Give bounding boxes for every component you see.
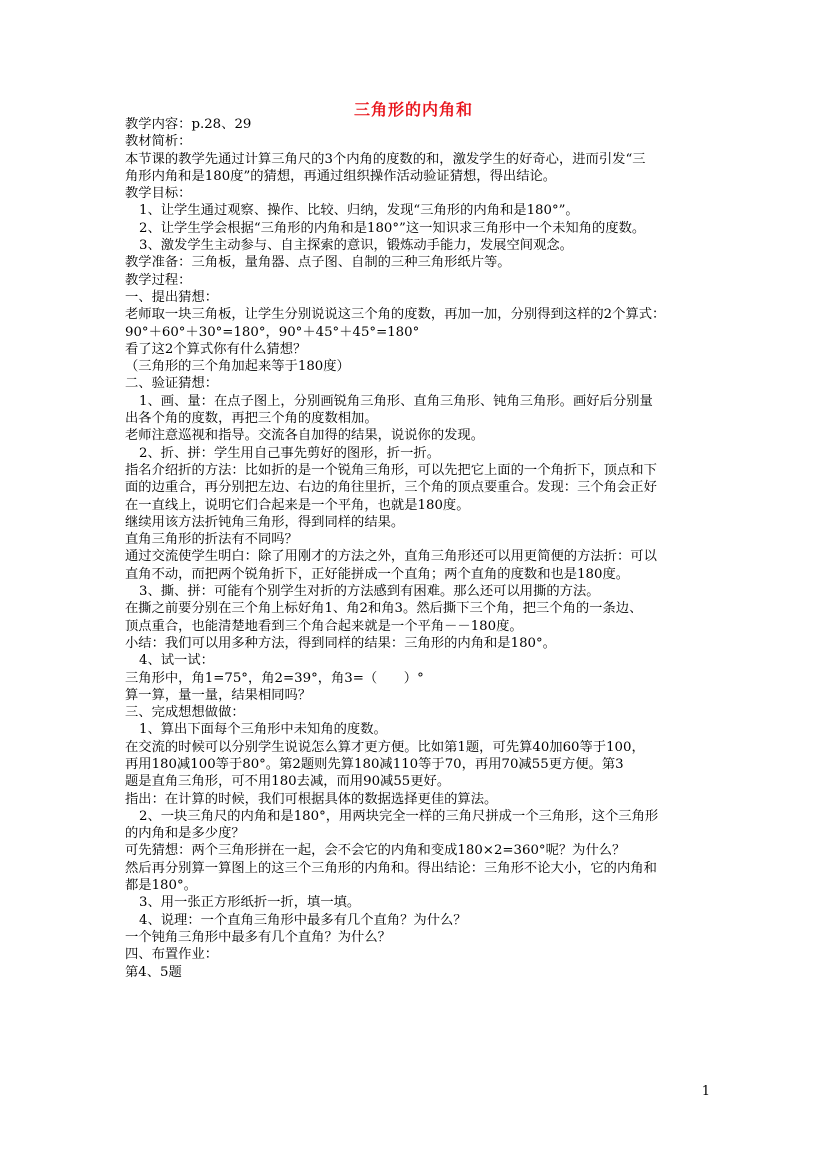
body-line: 1、画、量：在点子图上，分别画锐角三角形、直角三角形、钝角三角形。画好后分别量 xyxy=(139,393,653,409)
body-line: 顶点重合，也能清楚地看到三个角合起来就是一个平角－－180度。 xyxy=(125,618,523,634)
body-line: 老师取一块三角板，让学生分别说说这三个角的度数，再加一加，分别得到这样的2个算式： xyxy=(125,307,666,323)
body-line: 教材简析： xyxy=(125,134,192,150)
body-line: 在一直线上，说明它们合起来是一个平角，也就是180度。 xyxy=(125,497,470,513)
body-line: 在撕之前要分别在三个角上标好角1、角2和角3。然后撕下三个角，把三个角的一条边、 xyxy=(125,601,643,617)
body-line: 四、布置作业： xyxy=(125,947,219,963)
body-line: 看了这2个算式你有什么猜想？ xyxy=(125,341,307,357)
body-line: 本节课的教学先通过计算三角尺的3个内角的度数的和，激发学生的好奇心，进而引发“三 xyxy=(125,151,646,167)
page-number: 1 xyxy=(701,1084,710,1099)
body-line: 二、验证猜想： xyxy=(125,376,219,392)
body-line: 直角三角形的折法有不同吗？ xyxy=(125,532,298,548)
body-line: 通过交流使学生明白：除了用刚才的方法之外，直角三角形还可以用更简便的方法折：可以 xyxy=(125,549,657,565)
body-line: 在交流的时候可以分别学生说说怎么算才更方便。比如第1题，可先算40加60等于100， xyxy=(125,739,645,755)
body-line: 1、算出下面每个三角形中未知角的度数。 xyxy=(139,722,387,738)
body-line: 一个钝角三角形中最多有几个直角？为什么？ xyxy=(125,929,391,945)
body-line: 出各个角的度数，再把三个角的度数相加。 xyxy=(125,411,378,427)
body-line: 2、一块三角尺的内角和是180°，用两块完全一样的三角尺拼成一个三角形，这个三角形 xyxy=(139,808,659,824)
body-line: 1、让学生通过观察、操作、比较、归纳，发现“三角形的内角和是180°”。 xyxy=(139,203,579,219)
body-line: 再用180减100等于80°。第2题则先算180减110等于70，再用70减55更方便。第3 xyxy=(125,756,624,772)
body-line: 教学准备：三角板，量角器、点子图、自制的三种三角形纸片等。 xyxy=(125,255,511,271)
body-line: 都是180°。 xyxy=(125,878,197,894)
body-line: 3、激发学生主动参与、自主探索的意识，锻炼动手能力，发展空间观念。 xyxy=(139,238,573,254)
body-line: 教学目标： xyxy=(125,186,192,202)
body-line: 4、说理：一个直角三角形中最多有几个直角？为什么？ xyxy=(139,912,467,928)
body-line: 2、折、拼：学生用自己事先剪好的图形，折一折。 xyxy=(139,445,440,461)
body-line: 指出：在计算的时候，我们可根据具体的数据选择更佳的算法。 xyxy=(125,791,498,807)
body-line: 角形内角和是180度”的猜想，再通过组织操作活动验证猜想，得出结论。 xyxy=(125,168,557,184)
body-line: 小结：我们可以用多种方法，得到同样的结果：三角形的内角和是180°。 xyxy=(125,635,556,651)
body-line: 三角形中，角1=75°，角2=39°，角3=（ ）° xyxy=(125,670,424,686)
body-line: 的内角和是多少度？ xyxy=(125,826,245,842)
body-line: 第4、5题 xyxy=(125,964,182,980)
body-line: 一、提出猜想： xyxy=(125,289,219,305)
body-line: 4、试一试： xyxy=(139,653,214,669)
body-line: （三角形的三个角加起来等于180度） xyxy=(125,359,350,375)
body-line: 教学过程： xyxy=(125,272,192,288)
body-line: 3、撕、拼：可能有个别学生对折的方法感到有困难。那么还可以用撕的方法。 xyxy=(139,584,600,600)
document-title: 三角形的内角和 xyxy=(353,100,473,119)
body-line: 指名介绍折的方法：比如折的是一个锐角三角形，可以先把它上面的一个角折下，顶点和下 xyxy=(125,462,657,478)
body-line: 继续用该方法折钝角三角形，得到同样的结果。 xyxy=(125,514,405,530)
body-line: 算一算，量一量，结果相同吗？ xyxy=(125,687,312,703)
body-line: 三、完成想想做做： xyxy=(125,705,245,721)
body-line: 可先猜想：两个三角形拼在一起，会不会它的内角和变成180×2=360°呢？为什么？ xyxy=(125,843,626,859)
body-line: 2、让学生学会根据“三角形的内角和是180°”这一知识求三角形中一个未知角的度数。 xyxy=(139,220,646,236)
body-line: 然后再分别算一算图上的这三个三角形的内角和。得出结论：三角形不论大小，它的内角和 xyxy=(125,860,657,876)
document-body xyxy=(125,116,705,981)
body-line: 3、用一张正方形纸折一折，填一填。 xyxy=(139,895,361,911)
body-line: 教学内容：p.28、29 xyxy=(125,117,252,132)
body-line: 90°＋60°＋30°=180°，90°＋45°＋45°=180° xyxy=(125,324,420,340)
body-line: 题是直角三角形，可不用180去减，而用90减55更好。 xyxy=(125,774,451,790)
body-line: 老师注意巡视和指导。交流各自加得的结果，说说你的发现。 xyxy=(125,428,485,444)
body-line: 面的边重合，再分别把左边、右边的角往里折，三个角的顶点要重合。发现：三个角会正好 xyxy=(125,480,657,496)
body-line: 直角不动，而把两个锐角折下，正好能拼成一个直角；两个直角的度数和也是180度。 xyxy=(125,566,630,582)
